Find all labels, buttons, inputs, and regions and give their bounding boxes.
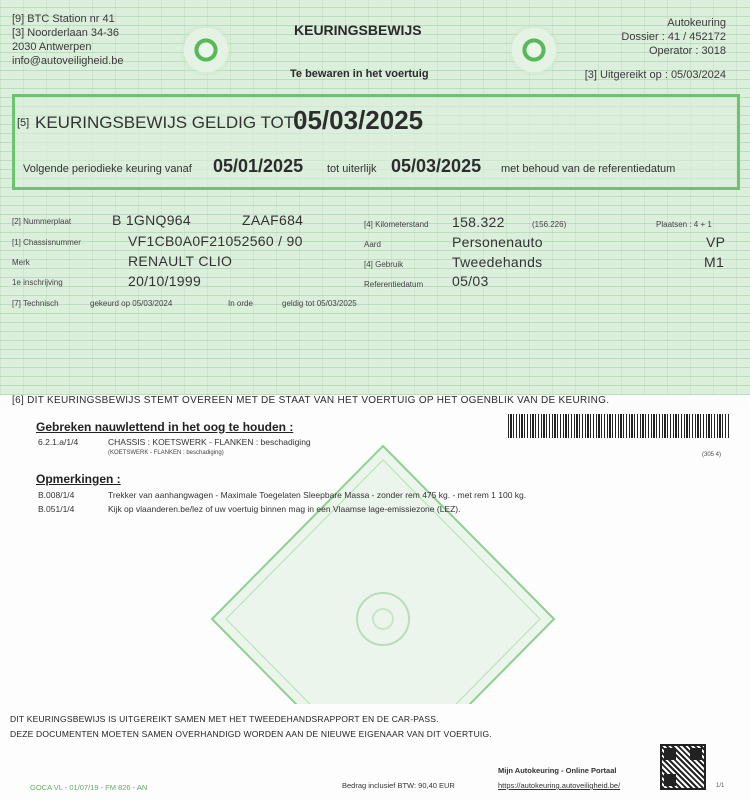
- reference-value: 05/03: [452, 273, 489, 289]
- plate-label: [2] Nummerplaat: [12, 217, 72, 226]
- station-line: [3] Noorderlaan 34-36: [12, 27, 120, 39]
- remarks-heading: Opmerkingen :: [36, 472, 121, 486]
- station-line: 2030 Antwerpen: [12, 41, 92, 53]
- reference-label: Referentiedatum: [364, 280, 424, 289]
- statement-text: [6] DIT KEURINGSBEWIJS STEMT OVEREEN MET DE STAAT VAN HET VOERTUIG OP HET OGENBLIK VAN DE KEURING.: [12, 395, 610, 406]
- station-email: info@autoveiligheid.be: [12, 55, 124, 67]
- km-label: [4] Kilometerstand: [364, 220, 429, 229]
- issued-date: [3] Uitgereikt op : 05/03/2024: [584, 69, 726, 81]
- defect-text: CHASSIS : KOETSWERK - FLANKEN : beschadiging: [108, 437, 311, 447]
- next-inspection-suffix: met behoud van de referentiedatum: [501, 163, 676, 175]
- station-line: [9] BTC Station nr 41: [12, 13, 115, 25]
- defects-heading: Gebreken nauwlettend in het oog te houden :: [36, 420, 294, 434]
- defect-code: 6.2.1.a/1/4: [38, 437, 79, 447]
- validity-box: [12, 94, 740, 190]
- remark-text: Kijk op vlaanderen.be/lez of uw voertuig binnen mag in een Vlaamse lage-emissiezone (LEZ).: [108, 504, 461, 514]
- keep-note: Te bewaren in het voertuig: [290, 68, 429, 80]
- first-registration-value: 20/10/1999: [128, 273, 202, 289]
- footer-notice-line1: DIT KEURINGSBEWIJS IS UITGEREIKT SAMEN MET HET TWEEDEHANDSRAPPORT EN DE CAR-PASS.: [10, 714, 439, 724]
- kind-label: Aard: [364, 240, 381, 249]
- portal-link[interactable]: https://autokeuring.autoveiligheid.be/: [498, 781, 621, 790]
- chassis-label: [1] Chassisnummer: [12, 238, 81, 247]
- dossier-number: Dossier : 41 / 452172: [621, 31, 726, 43]
- make-label: Merk: [12, 258, 30, 267]
- use-label: [4] Gebruik: [364, 260, 404, 269]
- next-inspection-mid: tot uiterlijk: [327, 163, 377, 175]
- validity-date: 05/03/2025: [293, 105, 424, 135]
- remark-text: Trekker van aanhangwagen - Maximale Toegelaten Sleepbare Massa - zonder rem 475 kg. - met rem 1 100 kg.: [108, 490, 527, 500]
- amount-text: Bedrag inclusief BTW: 90,40 EUR: [342, 781, 455, 790]
- in-order-text: geldig tot 05/03/2025: [282, 299, 357, 308]
- plate-value: B 1GNQ964: [112, 212, 191, 228]
- eye-logo-icon: [180, 24, 232, 76]
- goca-footer: GOCA VL - 01/07/19 - FM 826 - AN: [30, 783, 148, 792]
- km-extra: (156.226): [532, 220, 567, 229]
- first-registration-label: 1e inschrijving: [12, 278, 63, 287]
- defect-subtext: (KOETSWERK - FLANKEN : beschadiging): [108, 450, 224, 456]
- use-value: Tweedehands: [452, 254, 543, 270]
- operator-number: Operator : 3018: [648, 45, 726, 57]
- barcode: [508, 414, 730, 438]
- make-value: RENAULT CLIO: [128, 253, 233, 269]
- validity-code: [5]: [17, 117, 30, 129]
- validity-label: KEURINGSBEWIJS GELDIG TOT :: [35, 113, 304, 132]
- next-inspection-from: 05/01/2025: [213, 156, 304, 176]
- certificate-lower-section: [0, 408, 750, 800]
- in-order-label: In orde: [228, 299, 253, 308]
- kind-value: Personenauto: [452, 234, 543, 250]
- page-number: 1/1: [716, 783, 725, 789]
- certificate-top-section: [0, 0, 750, 395]
- plate-code: ZAAF684: [242, 212, 304, 228]
- chassis-value: VF1CB0A0F21052560 / 90: [128, 233, 303, 249]
- qr-code[interactable]: [660, 744, 706, 790]
- eye-logo-icon: [508, 24, 560, 76]
- page-code: (305 4): [702, 452, 722, 458]
- document-title: KEURINGSBEWIJS: [294, 22, 422, 38]
- remark-code: B.051/1/4: [38, 504, 75, 514]
- places-label: Plaatsen : 4 + 1: [656, 220, 712, 229]
- next-inspection-to: 05/03/2025: [391, 156, 482, 176]
- technical-text: gekeurd op 05/03/2024: [90, 299, 173, 308]
- footer-notice-line2: DEZE DOCUMENTEN MOETEN SAMEN OVERHANDIGD WORDEN AAN DE NIEUWE EIGENAAR VAN DIT VOERTUIG.: [10, 729, 492, 739]
- next-inspection-prefix: Volgende periodieke keuring vanaf: [23, 163, 192, 175]
- km-value: 158.322: [452, 214, 505, 230]
- portal-title: Mijn Autokeuring - Online Portaal: [498, 766, 617, 775]
- kind-code: VP: [706, 234, 726, 250]
- issuer-label: Autokeuring: [667, 17, 726, 29]
- use-code: M1: [704, 254, 725, 270]
- technical-label: [7] Technisch: [12, 299, 59, 308]
- diamond-watermark: [210, 444, 556, 704]
- remark-code: B.008/1/4: [38, 490, 75, 500]
